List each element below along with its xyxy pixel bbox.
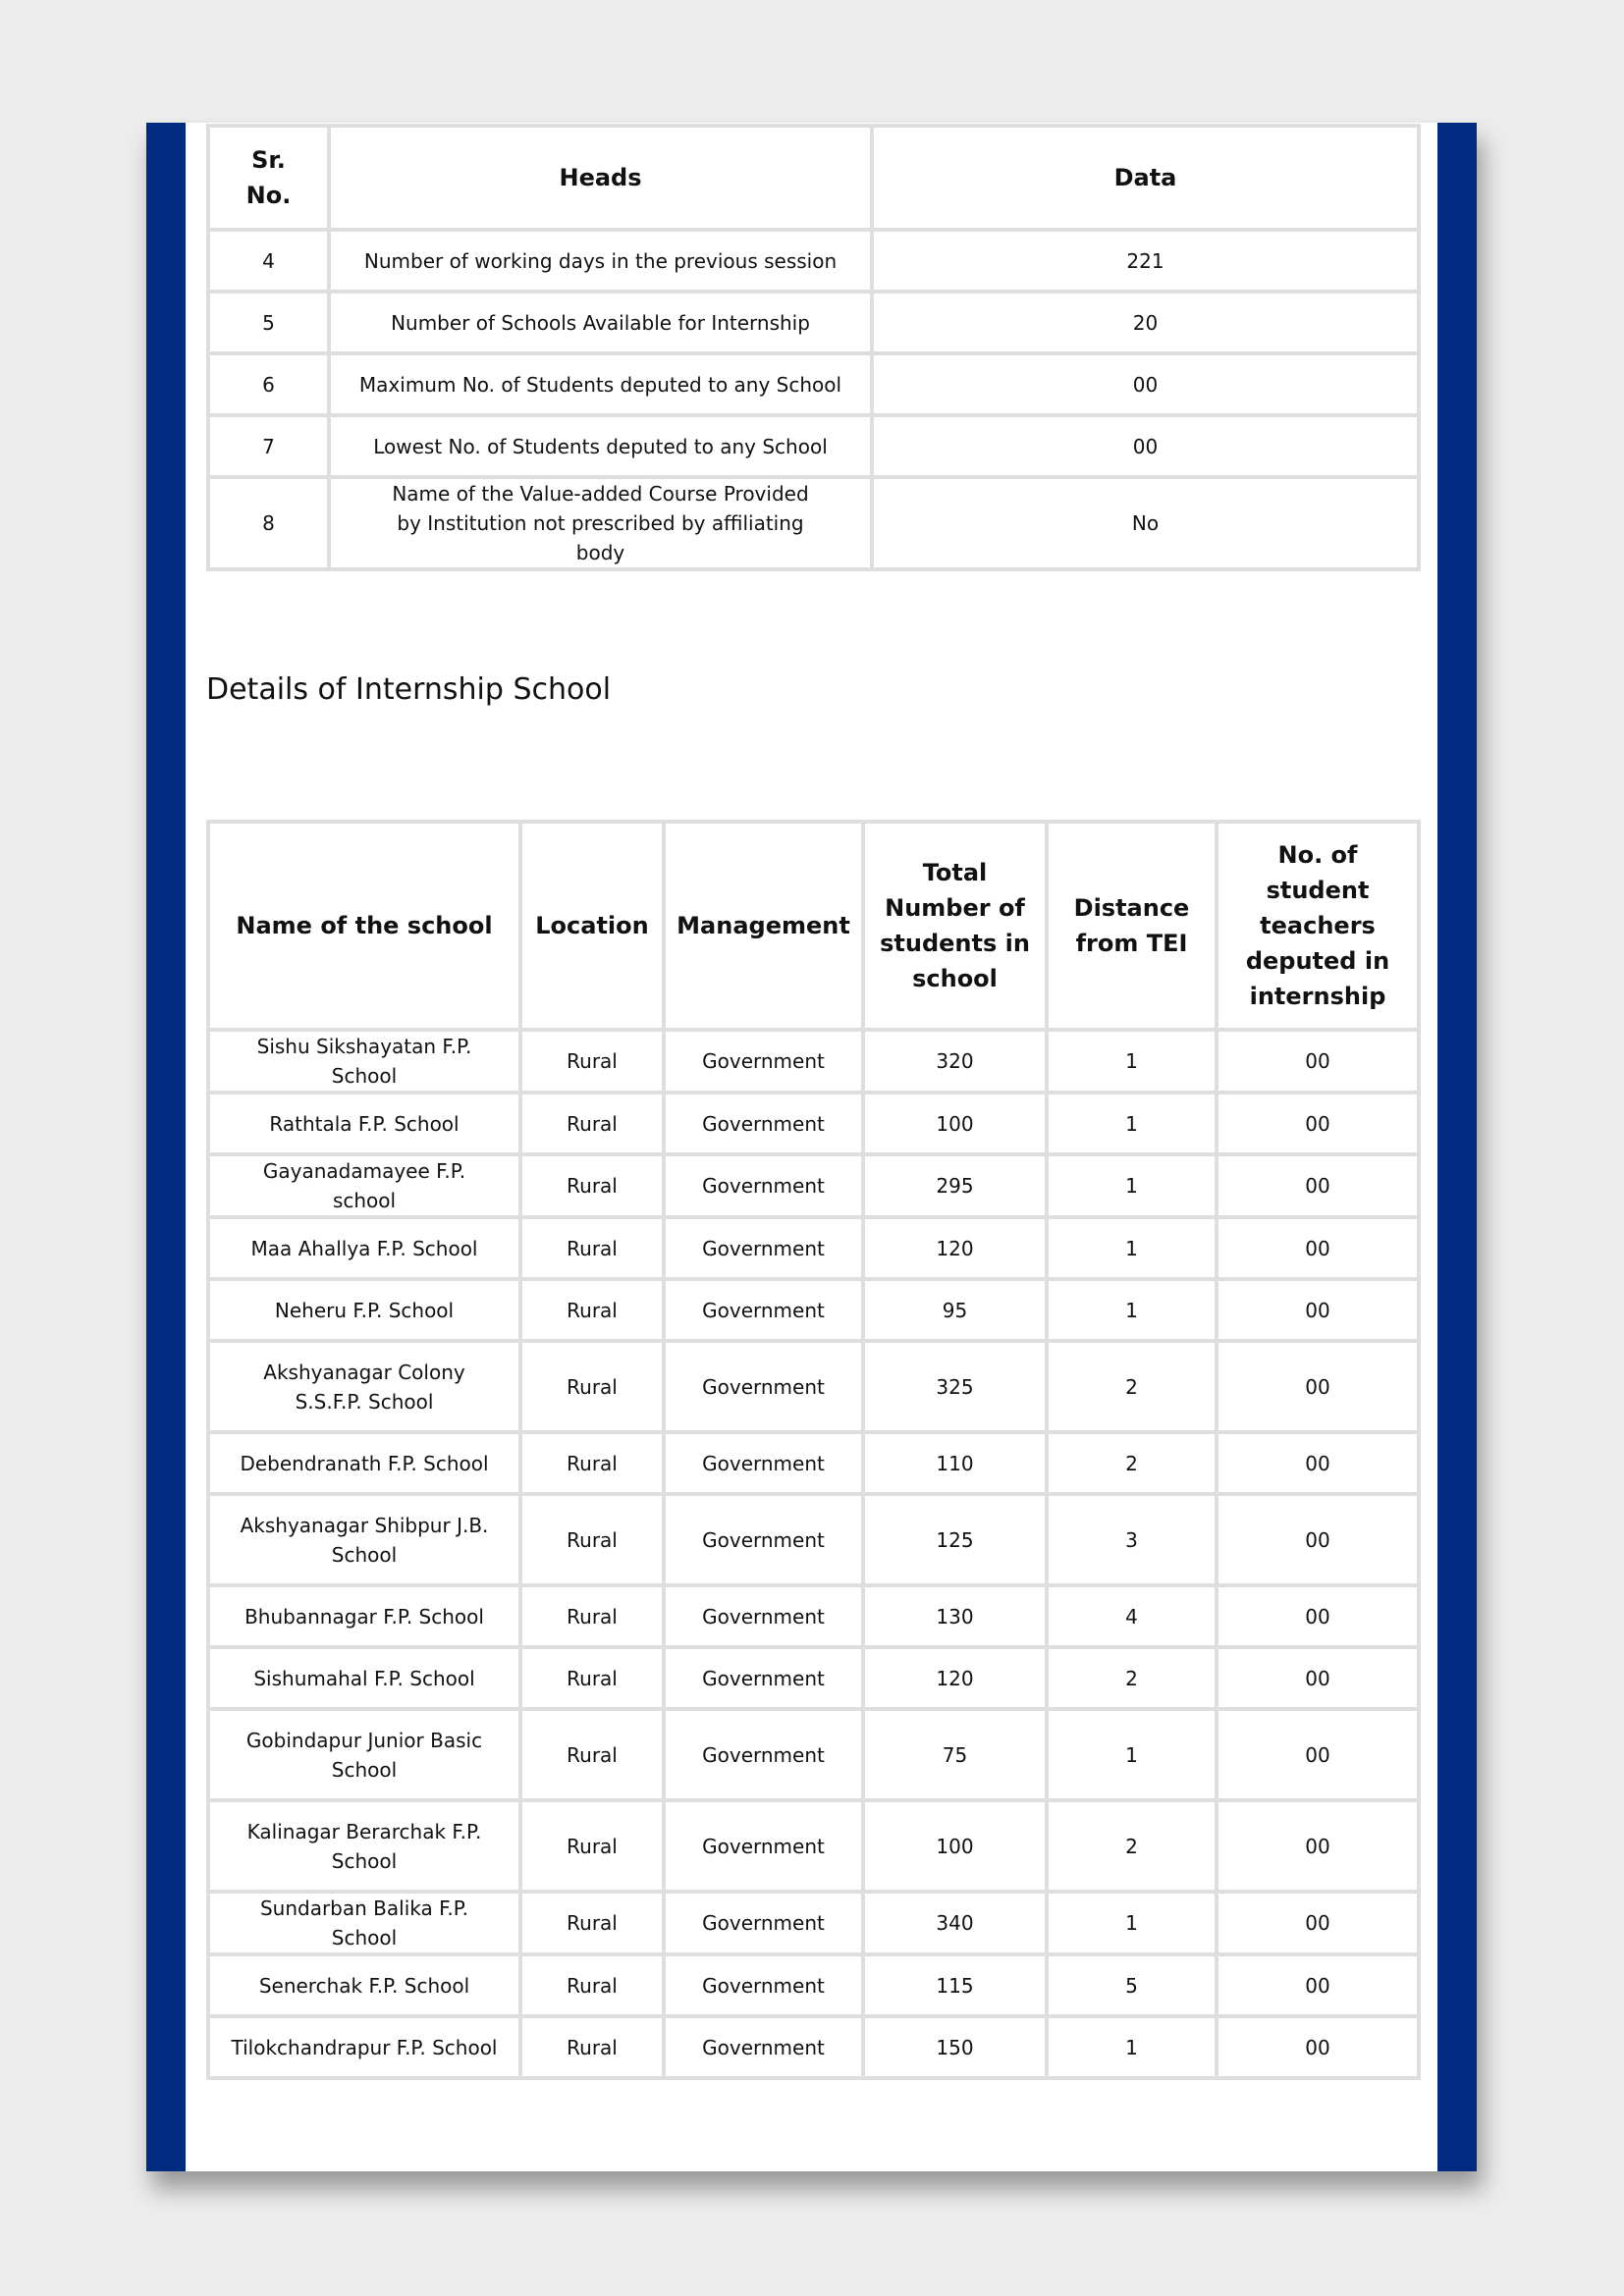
location-cell: Rural: [520, 1892, 664, 1954]
sr-no-cell: 6: [208, 353, 329, 415]
deputed-cell: 00: [1217, 1093, 1419, 1154]
data-cell: 221: [872, 230, 1419, 292]
total-students-cell: 75: [863, 1709, 1047, 1800]
total-students-cell: 130: [863, 1585, 1047, 1647]
deputed-cell: 00: [1217, 1030, 1419, 1093]
data-cell: 20: [872, 292, 1419, 353]
table-row: [208, 415, 1419, 477]
total-students-cell: 150: [863, 2016, 1047, 2078]
school-name-cell: Tilokchandrapur F.P. School: [208, 2016, 520, 2078]
head-cell: Lowest No. of Students deputed to any School: [329, 415, 872, 477]
total-students-cell: 320: [863, 1030, 1047, 1093]
table-row: [208, 1709, 1419, 1800]
school-name-cell: Bhubannagar F.P. School: [208, 1585, 520, 1647]
col-header-distance: Distance from TEI: [1047, 822, 1217, 1030]
right-accent-bar: [1437, 123, 1477, 2171]
management-cell: Government: [664, 1954, 863, 2016]
school-name-cell: Maa Ahallya F.P. School: [208, 1217, 520, 1279]
distance-cell: 3: [1047, 1494, 1217, 1585]
deputed-cell: 00: [1217, 2016, 1419, 2078]
management-cell: Government: [664, 1800, 863, 1892]
table-row: [208, 477, 1419, 569]
col-header-location: Location: [520, 822, 664, 1030]
distance-cell: 1: [1047, 2016, 1217, 2078]
table-row: [208, 230, 1419, 292]
table-row: [208, 292, 1419, 353]
management-cell: Government: [664, 1432, 863, 1494]
data-cell: 00: [872, 353, 1419, 415]
document-page: [146, 123, 1477, 2171]
management-cell: Government: [664, 1647, 863, 1709]
table-row: [208, 1800, 1419, 1892]
management-cell: Government: [664, 1341, 863, 1432]
distance-cell: 2: [1047, 1800, 1217, 1892]
location-cell: Rural: [520, 2016, 664, 2078]
distance-cell: 1: [1047, 1093, 1217, 1154]
col-header-student-teachers-deputed: No. of student teachers deputed in internship: [1217, 822, 1419, 1030]
distance-cell: 2: [1047, 1432, 1217, 1494]
total-students-cell: 115: [863, 1954, 1047, 2016]
deputed-cell: 00: [1217, 1154, 1419, 1217]
management-cell: Government: [664, 1093, 863, 1154]
table-row: [208, 1892, 1419, 1954]
deputed-cell: 00: [1217, 1954, 1419, 2016]
location-cell: Rural: [520, 1279, 664, 1341]
schools-header-row: [208, 822, 1419, 1030]
location-cell: Rural: [520, 1709, 664, 1800]
distance-cell: 5: [1047, 1954, 1217, 2016]
total-students-cell: 100: [863, 1800, 1047, 1892]
location-cell: Rural: [520, 1154, 664, 1217]
deputed-cell: 00: [1217, 1647, 1419, 1709]
table-row: [208, 1341, 1419, 1432]
deputed-cell: 00: [1217, 1217, 1419, 1279]
data-cell: 00: [872, 415, 1419, 477]
col-header-sr-no: Sr. No.: [208, 126, 329, 230]
location-cell: Rural: [520, 1800, 664, 1892]
school-name-cell: Sundarban Balika F.P. School: [208, 1892, 520, 1954]
total-students-cell: 100: [863, 1093, 1047, 1154]
location-cell: Rural: [520, 1494, 664, 1585]
management-cell: Government: [664, 2016, 863, 2078]
distance-cell: 1: [1047, 1892, 1217, 1954]
management-cell: Government: [664, 1494, 863, 1585]
col-header-management: Management: [664, 822, 863, 1030]
management-cell: Government: [664, 1217, 863, 1279]
school-name-cell: Sishu Sikshayatan F.P. School: [208, 1030, 520, 1093]
location-cell: Rural: [520, 1954, 664, 2016]
col-header-school-name: Name of the school: [208, 822, 520, 1030]
table-row: [208, 1154, 1419, 1217]
deputed-cell: 00: [1217, 1279, 1419, 1341]
school-name-cell: Neheru F.P. School: [208, 1279, 520, 1341]
school-name-cell: Debendranath F.P. School: [208, 1432, 520, 1494]
location-cell: Rural: [520, 1217, 664, 1279]
distance-cell: 2: [1047, 1341, 1217, 1432]
location-cell: Rural: [520, 1432, 664, 1494]
school-name-cell: Gobindapur Junior Basic School: [208, 1709, 520, 1800]
sr-no-cell: 8: [208, 477, 329, 569]
head-cell: Number of Schools Available for Internship: [329, 292, 872, 353]
school-name-cell: Sishumahal F.P. School: [208, 1647, 520, 1709]
school-name-cell: Rathtala F.P. School: [208, 1093, 520, 1154]
location-cell: Rural: [520, 1341, 664, 1432]
table-row: [208, 1217, 1419, 1279]
deputed-cell: 00: [1217, 1432, 1419, 1494]
table-row: [208, 2016, 1419, 2078]
total-students-cell: 95: [863, 1279, 1047, 1341]
distance-cell: 1: [1047, 1217, 1217, 1279]
table-row: [208, 1093, 1419, 1154]
head-cell: Name of the Value-added Course Provided by Institution not prescribed by affiliating body: [329, 477, 872, 569]
deputed-cell: 00: [1217, 1709, 1419, 1800]
total-students-cell: 110: [863, 1432, 1047, 1494]
location-cell: Rural: [520, 1647, 664, 1709]
col-header-heads: Heads: [329, 126, 872, 230]
total-students-cell: 120: [863, 1647, 1047, 1709]
total-students-cell: 340: [863, 1892, 1047, 1954]
deputed-cell: 00: [1217, 1800, 1419, 1892]
total-students-cell: 125: [863, 1494, 1047, 1585]
management-cell: Government: [664, 1154, 863, 1217]
management-cell: Government: [664, 1279, 863, 1341]
distance-cell: 2: [1047, 1647, 1217, 1709]
distance-cell: 1: [1047, 1279, 1217, 1341]
management-cell: Government: [664, 1030, 863, 1093]
deputed-cell: 00: [1217, 1892, 1419, 1954]
total-students-cell: 295: [863, 1154, 1047, 1217]
distance-cell: 4: [1047, 1585, 1217, 1647]
head-cell: Maximum No. of Students deputed to any School: [329, 353, 872, 415]
total-students-cell: 120: [863, 1217, 1047, 1279]
school-name-cell: Kalinagar Berarchak F.P. School: [208, 1800, 520, 1892]
table-row: [208, 1585, 1419, 1647]
section-title: Details of Internship School: [206, 672, 612, 707]
management-cell: Government: [664, 1892, 863, 1954]
management-cell: Government: [664, 1709, 863, 1800]
location-cell: Rural: [520, 1030, 664, 1093]
data-cell: No: [872, 477, 1419, 569]
management-cell: Government: [664, 1585, 863, 1647]
internship-schools-table: [206, 820, 1421, 2080]
summary-table: [206, 124, 1421, 571]
school-name-cell: Akshyanagar Shibpur J.B. School: [208, 1494, 520, 1585]
location-cell: Rural: [520, 1585, 664, 1647]
col-header-data: Data: [872, 126, 1419, 230]
total-students-cell: 325: [863, 1341, 1047, 1432]
deputed-cell: 00: [1217, 1494, 1419, 1585]
school-name-cell: Senerchak F.P. School: [208, 1954, 520, 2016]
head-cell: Number of working days in the previous session: [329, 230, 872, 292]
sr-no-cell: 7: [208, 415, 329, 477]
summary-header-row: [208, 126, 1419, 230]
table-row: [208, 1030, 1419, 1093]
table-row: [208, 1647, 1419, 1709]
table-row: [208, 1279, 1419, 1341]
distance-cell: 1: [1047, 1030, 1217, 1093]
table-row: [208, 1494, 1419, 1585]
deputed-cell: 00: [1217, 1585, 1419, 1647]
school-name-cell: Gayanadamayee F.P. school: [208, 1154, 520, 1217]
table-row: [208, 1432, 1419, 1494]
distance-cell: 1: [1047, 1709, 1217, 1800]
sr-no-cell: 4: [208, 230, 329, 292]
distance-cell: 1: [1047, 1154, 1217, 1217]
table-row: [208, 353, 1419, 415]
deputed-cell: 00: [1217, 1341, 1419, 1432]
sr-no-cell: 5: [208, 292, 329, 353]
location-cell: Rural: [520, 1093, 664, 1154]
table-row: [208, 1954, 1419, 2016]
school-name-cell: Akshyanagar Colony S.S.F.P. School: [208, 1341, 520, 1432]
col-header-total-students: Total Number of students in school: [863, 822, 1047, 1030]
left-accent-bar: [146, 123, 186, 2171]
